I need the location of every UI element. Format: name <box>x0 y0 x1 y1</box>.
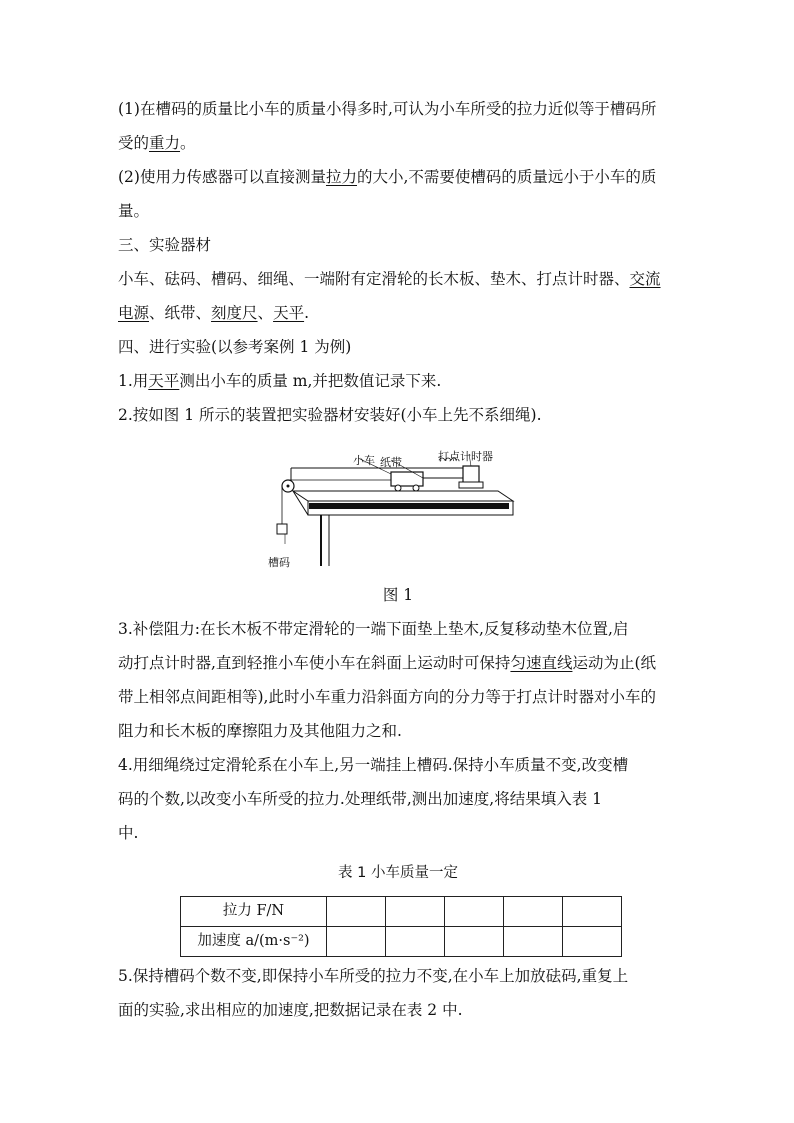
underlined-answer: 匀速直线 <box>510 654 573 672</box>
step-1 <box>118 364 678 398</box>
table-1 <box>180 896 622 957</box>
label-cart: 小车 <box>353 454 375 467</box>
text: 测出小车的质量 m,并把数值记录下来. <box>179 372 442 390</box>
table-cell <box>563 897 622 927</box>
hanging-weight <box>277 524 287 534</box>
text: 1.用 <box>118 372 149 390</box>
label-timer: 打点计时器 <box>438 450 493 463</box>
step-3a: 3.补偿阻力:在长木板不带定滑轮的一端下面垫上垫木,反复移动垫木位置,启 <box>118 620 629 638</box>
table-cell <box>504 897 563 927</box>
underlined-answer: 拉力 <box>325 168 357 186</box>
paragraph-1a: (1)在槽码的质量比小车的质量小得多时,可认为小车所受的拉力近似等于槽码所 <box>118 100 657 118</box>
label-weight: 槽码 <box>268 556 290 569</box>
section-4-heading: 四、进行实验(以参考案例 1 为例) <box>118 338 352 356</box>
label-tape: 纸带 <box>380 456 402 469</box>
table-cell <box>327 897 386 927</box>
underlined-answer: 交流 <box>629 270 661 288</box>
table-row <box>181 927 622 957</box>
underlined-answer: 重力 <box>149 134 181 152</box>
step-4c: 中. <box>118 824 139 842</box>
materials-line-1 <box>118 262 678 296</box>
table-cell <box>386 927 445 957</box>
paragraph-1b <box>118 126 678 160</box>
step-3d: 阻力和长木板的摩擦阻力及其他阻力之和. <box>118 722 402 740</box>
row-header-force: 拉力 F/N <box>181 897 327 927</box>
underlined-answer: 刻度尺 <box>211 304 258 322</box>
text: 、纸带、 <box>149 304 212 322</box>
step-4a: 4.用细绳绕过定滑轮系在小车上,另一端挂上槽码.保持小车质量不变,改变槽 <box>118 756 629 774</box>
text: 、 <box>257 304 274 322</box>
table-cell <box>327 927 386 957</box>
board-stripe <box>309 503 509 509</box>
text: 动打点计时器,直到轻推小车使小车在斜面上运动时可保持 <box>118 654 511 672</box>
table-caption: 表 1 小车质量一定 <box>338 865 458 881</box>
step-3c: 带上相邻点间距相等),此时小车重力沿斜面方向的分力等于打点计时器对小车的 <box>118 688 656 706</box>
materials-line-2 <box>118 296 678 330</box>
step-2: 2.按如图 1 所示的装置把实验器材安装好(小车上先不系细绳). <box>118 406 542 424</box>
underlined-answer: 天平 <box>148 372 180 390</box>
table-cell <box>563 927 622 957</box>
paragraph-2b: 量。 <box>118 202 150 220</box>
document-body <box>118 92 678 1027</box>
table-row <box>181 897 622 927</box>
text: 受的 <box>118 134 150 152</box>
figure-caption: 图 1 <box>382 586 414 604</box>
text: 的大小,不需要使槽码的质量远小于小车的质 <box>356 168 657 186</box>
text: . <box>304 304 310 322</box>
paragraph-2a <box>118 160 678 194</box>
underlined-answer: 电源 <box>118 304 150 322</box>
table-cell <box>445 897 504 927</box>
underlined-answer: 天平 <box>273 304 305 322</box>
text: 。 <box>180 134 196 152</box>
board-top <box>293 491 513 501</box>
section-3-heading: 三、实验器材 <box>118 236 212 254</box>
text: (2)使用力传感器可以直接测量 <box>118 168 326 186</box>
table-cell <box>445 927 504 957</box>
table-cell <box>386 897 445 927</box>
step-5b: 面的实验,求出相应的加速度,把数据记录在表 2 中. <box>118 1001 463 1019</box>
row-header-acceleration: 加速度 a/(m·s⁻²) <box>181 927 327 957</box>
text: 小车、砝码、槽码、细绳、一端附有定滑轮的长木板、垫木、打点计时器、 <box>118 270 630 288</box>
table-cell <box>504 927 563 957</box>
step-4b: 码的个数,以改变小车所受的拉力.处理纸带,测出加速度,将结果填入表 1 <box>118 790 602 808</box>
figure-1 <box>118 436 678 576</box>
step-3b <box>118 646 678 680</box>
text: 运动为止(纸 <box>572 654 657 672</box>
step-5a: 5.保持槽码个数不变,即保持小车所受的拉力不变,在小车上加放砝码,重复上 <box>118 967 629 985</box>
